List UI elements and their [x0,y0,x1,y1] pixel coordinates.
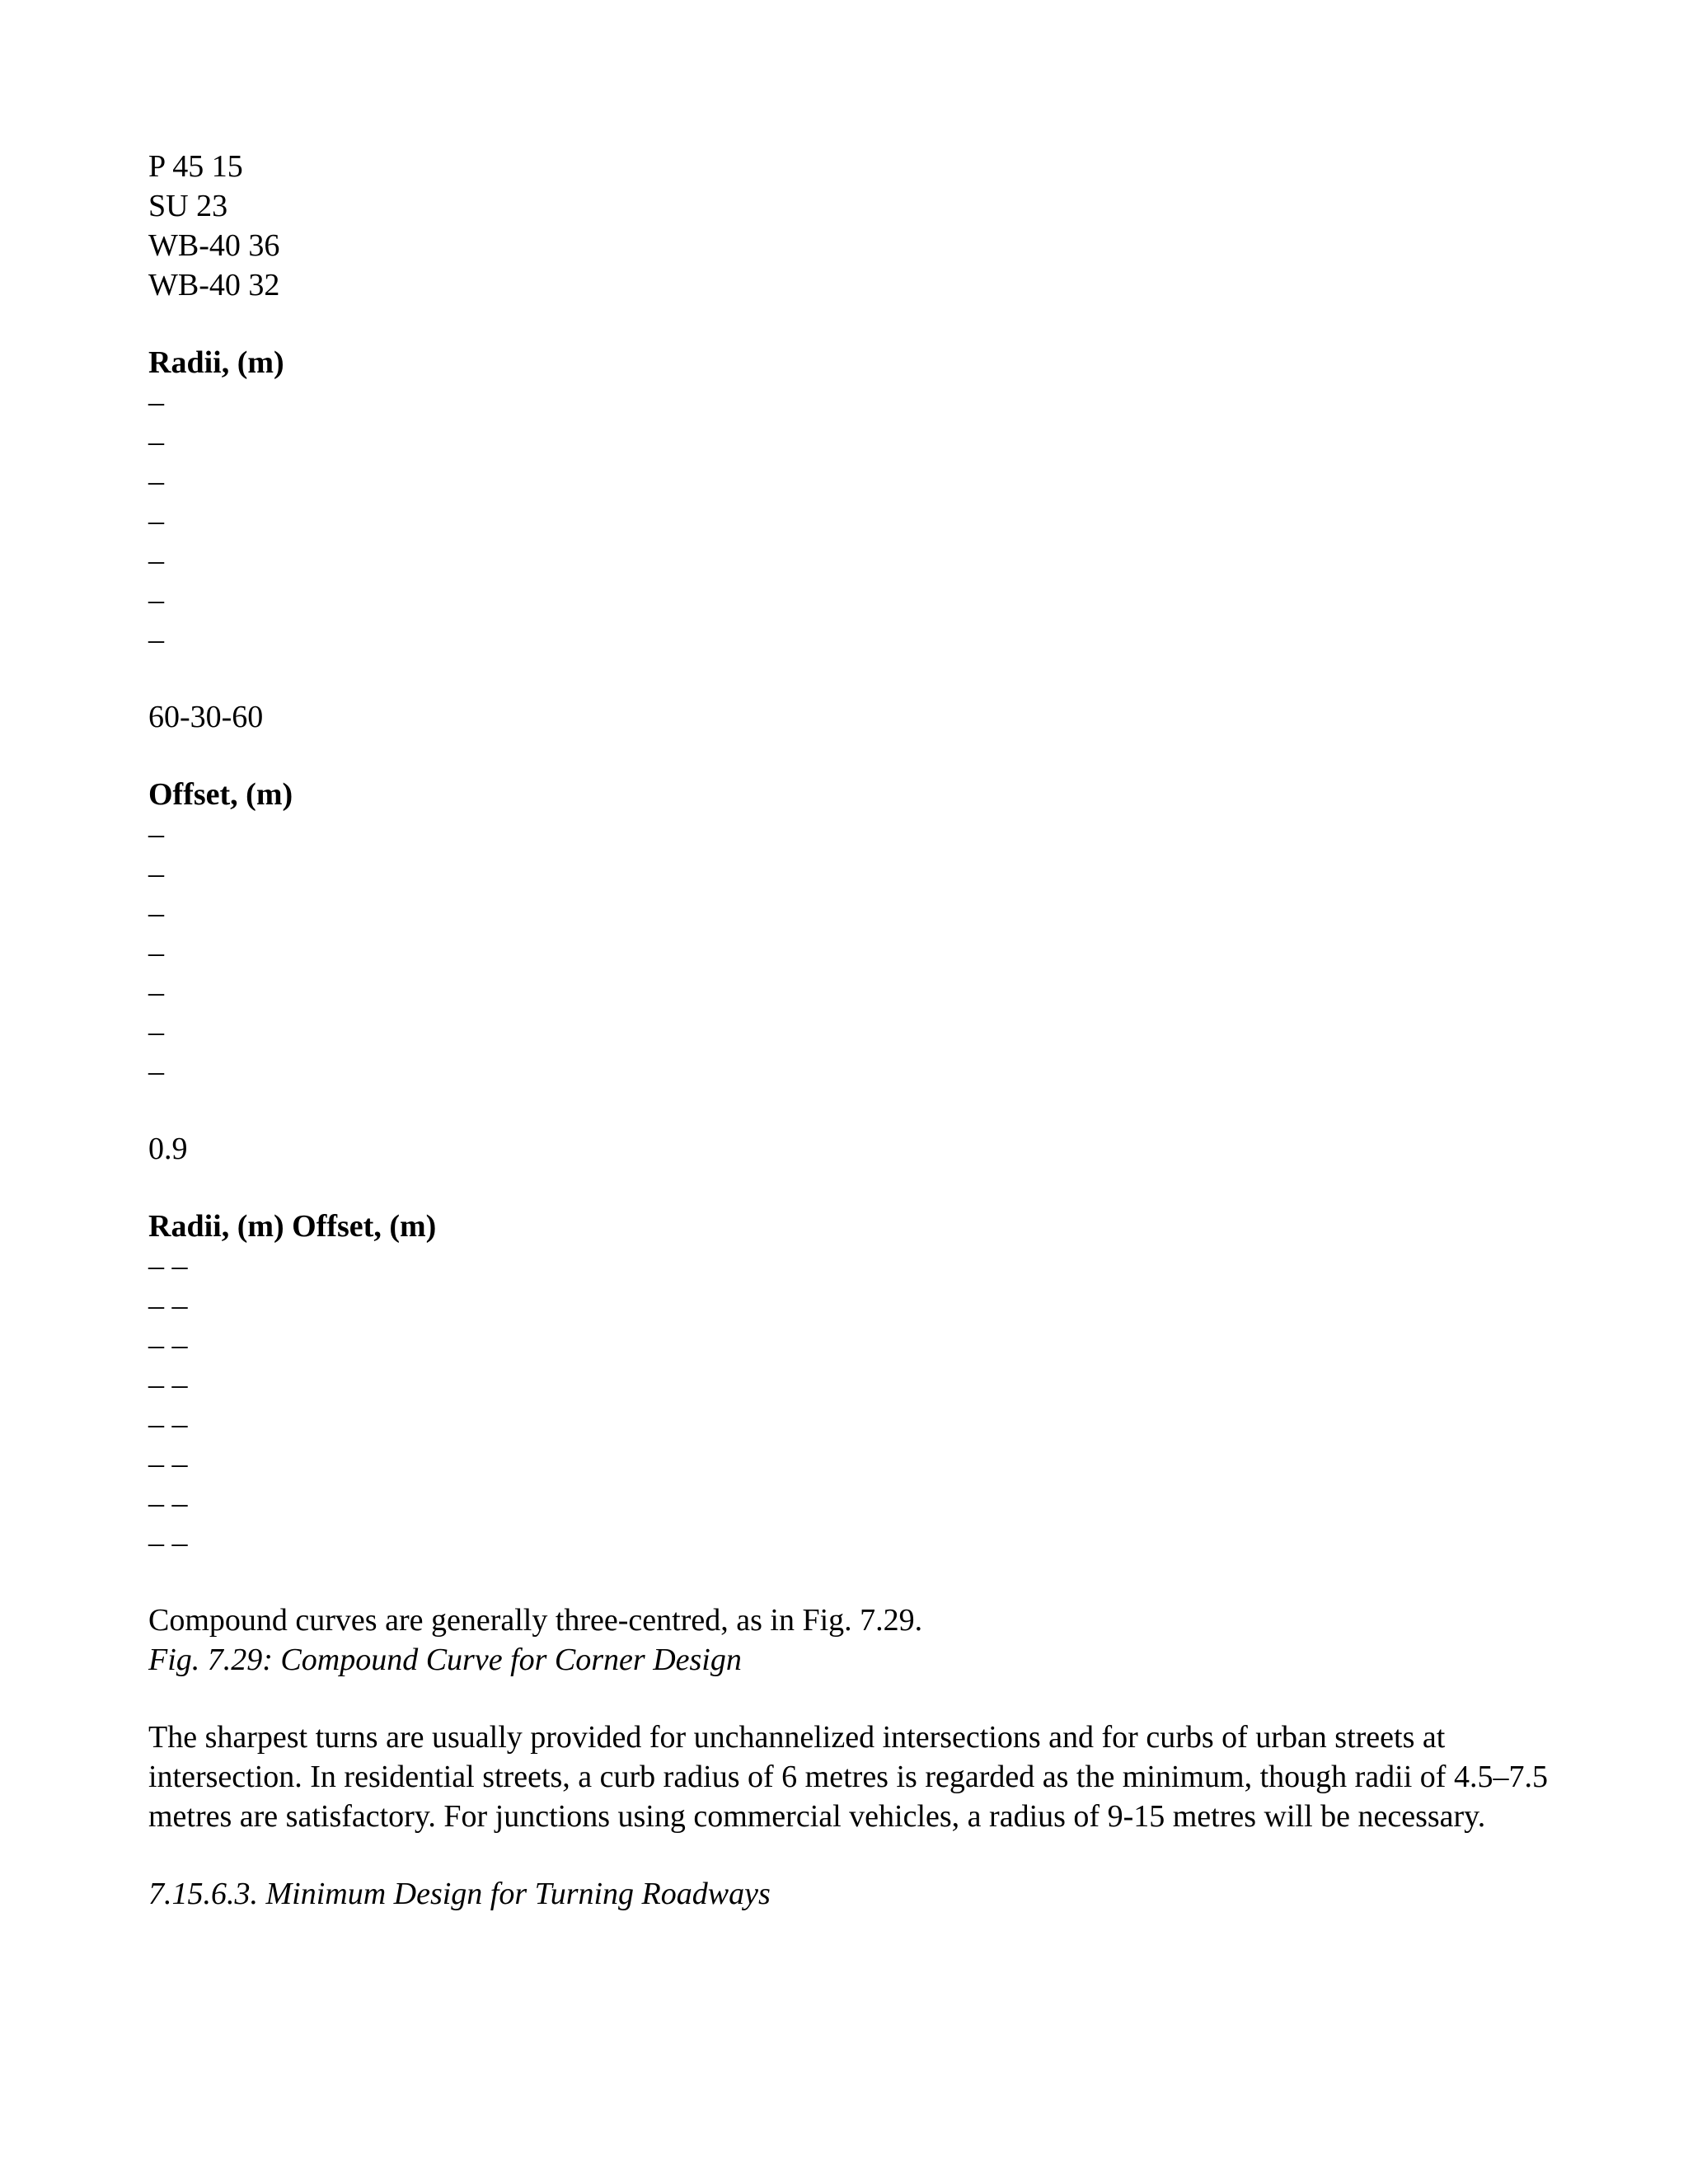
combined-heading: Radii, (m) Offset, (m) [148,1209,437,1244]
section-heading: 7.15.6.3. Minimum Design for Turning Roadways [148,1877,771,1911]
combined-row: – – [148,1328,188,1362]
body-paragraph: The sharpest turns are usually provided for unchannelized intersections and for curbs of urban streets at intersection. In residential streets, a curb radius of 6 metres is regarded as the minimum, though radii of 4.5–7.5 metres are satisfactory. For junctions using commercial vehicles, a radius of 9-15 metres will be necessary. [148,1720,1548,1834]
radii-value: 60-30-60 [148,700,264,734]
radii-heading: Radii, (m) [148,345,284,380]
radii-row: – [148,543,164,578]
radii-row: – [148,622,164,657]
combined-row: – – [148,1249,188,1283]
vehicle-row: WB-40 32 [148,268,280,302]
vehicle-row: P 45 15 [148,149,243,184]
radii-row: – [148,385,164,419]
offset-row: – [148,1054,164,1089]
offset-section [148,775,1550,1091]
offset-value-block [148,1129,1550,1169]
radii-row: – [148,504,164,538]
radii-value-block [148,697,1550,737]
document-page [148,147,1550,1914]
offset-row: – [148,817,164,851]
vehicle-row: WB-40 36 [148,228,280,263]
offset-row: – [148,975,164,1010]
compound-text: Compound curves are generally three-centred, as in Fig. 7.29. [148,1603,923,1638]
radii-row: – [148,583,164,617]
vehicle-rows [148,147,1550,305]
figure-caption: Fig. 7.29: Compound Curve for Corner Design [148,1643,742,1677]
radii-section [148,343,1550,659]
radii-row: – [148,424,164,459]
offset-heading: Offset, (m) [148,777,293,812]
compound-block [148,1601,1550,1680]
combined-row: – – [148,1446,188,1481]
combined-row: – – [148,1288,188,1323]
offset-row: – [148,1015,164,1049]
offset-row: – [148,896,164,930]
combined-row: – – [148,1367,188,1402]
radii-row: – [148,464,164,499]
combined-row: – – [148,1407,188,1441]
offset-row: – [148,935,164,970]
vehicle-row: SU 23 [148,189,228,223]
combined-row: – – [148,1486,188,1521]
offset-row: – [148,856,164,891]
combined-section [148,1207,1550,1563]
combined-row: – – [148,1526,188,1560]
offset-value: 0.9 [148,1132,188,1166]
